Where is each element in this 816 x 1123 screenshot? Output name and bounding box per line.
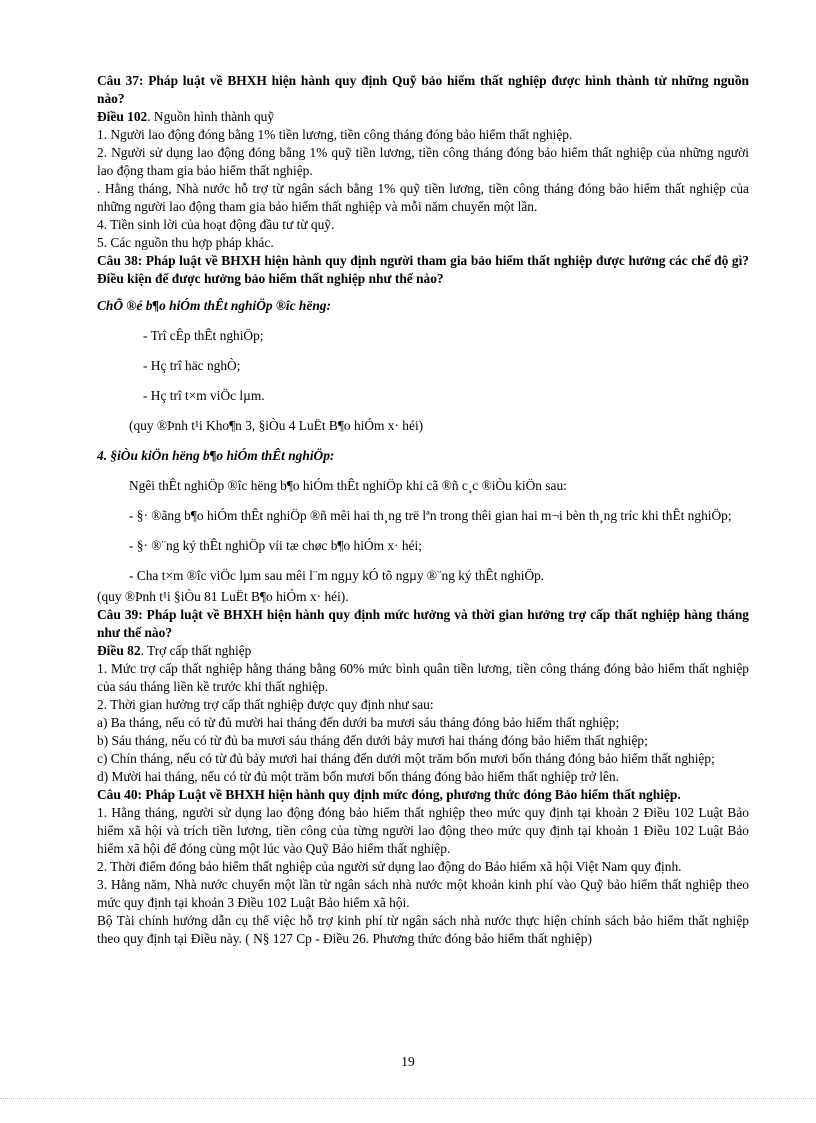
paragraph: Bộ Tài chính hướng dẫn cụ thể việc hỗ trợ kinh phí từ ngân sách nhà nước thực hiện chính sách bảo hiểm thất nghiệp theo quy định tại Điều này. ( N§ 127 Cp - Điều 26. Phương thức đóng bảo hiểm thất nghiệp): [97, 913, 749, 946]
citation: (quy ®Þnh t¹i §iÒu 81 LuËt B¶o hiÓm x· héi).: [97, 589, 349, 604]
article-102-heading: [97, 108, 749, 126]
question-37: Câu 37: Pháp luật về BHXH hiện hành quy định Quỹ bảo hiểm thất nghiệp được hình thành từ những nguồn nào?: [97, 73, 749, 106]
document-body: [97, 72, 749, 948]
conditions-heading: 4. §iÒu kiÖn hëng b¶o hiÓm thÊt nghiÖp:: [97, 448, 335, 463]
paragraph: d) Mười hai tháng, nếu có từ đủ một trăm bốn mươi bốn tháng đóng bảo hiểm thất nghiệp trở lên.: [97, 769, 620, 784]
article-label: Điều 82: [97, 643, 141, 658]
paragraph: a) Ba tháng, nếu có từ đủ mười hai tháng đến dưới ba mươi sáu tháng đóng bảo hiểm thất nghiệp;: [97, 715, 620, 730]
paragraph: . Hằng tháng, Nhà nước hỗ trợ từ ngân sách bằng 1% quỹ tiền lương, tiền công tháng đóng bảo hiểm thất nghiệp của những người lao động tham gia bảo hiểm thất nghiệp và mỗi năm chuyển một lần.: [97, 181, 749, 214]
page-bottom-divider: [0, 1098, 816, 1099]
benefit-item: - Trî cÊp thÊt nghiÖp;: [143, 328, 264, 343]
page-number: 19: [401, 1054, 415, 1069]
question-38: Câu 38: Pháp luật về BHXH hiện hành quy định người tham gia bảo hiểm thất nghiệp được hưởng các chế độ gì? Điều kiện để được hưởng bảo hiểm thất nghiệp như thế nào?: [97, 253, 749, 286]
citation: (quy ®Þnh t¹i Kho¶n 3, §iÒu 4 LuËt B¶o hiÓm x· héi): [129, 418, 424, 433]
paragraph: 2. Người sử dụng lao động đóng bằng 1% quỹ tiền lương, tiền công tháng đóng bảo hiểm thất nghiệp của những người lao động tham gia bảo hiểm thất nghiệp.: [97, 145, 749, 178]
paragraph: 5. Các nguồn thu hợp pháp khác.: [97, 235, 274, 250]
paragraph: 1. Mức trợ cấp thất nghiệp hằng tháng bằng 60% mức bình quân tiền lương, tiền công tháng đóng bảo hiểm thất nghiệp của sáu tháng liền kề trước khi thất nghiệp.: [97, 661, 749, 694]
condition-item: - §· ®ãng b¶o hiÓm thÊt nghiÖp ®ñ mêi hai th¸ng trë lªn trong thêi gian hai m¬i bèn th¸ng tríc khi thÊt nghiÖp;: [129, 508, 732, 523]
paragraph: 4. Tiền sinh lời của hoạt động đầu tư từ quỹ.: [97, 217, 335, 232]
question-39: Câu 39: Pháp luật về BHXH hiện hành quy định mức hưởng và thời gian hưởng trợ cấp thất nghiệp hàng tháng như thế nào?: [97, 607, 749, 640]
paragraph: b) Sáu tháng, nếu có từ đủ ba mươi sáu tháng đến dưới bảy mươi hai tháng đóng bảo hiểm thất nghiệp;: [97, 733, 648, 748]
paragraph: 3. Hằng năm, Nhà nước chuyển một lần từ ngân sách nhà nước một khoản kinh phí vào Quỹ bảo hiểm thất nghiệp theo mức quy định tại khoản 3 Điều 102 Luật Bảo hiểm xã hội.: [97, 877, 749, 910]
article-82-heading: [97, 642, 749, 660]
paragraph: 2. Thời điểm đóng bảo hiểm thất nghiệp của người sử dụng lao động do Bảo hiểm xã hội Việt Nam quy định.: [97, 859, 682, 874]
paragraph: 1. Người lao động đóng bằng 1% tiền lương, tiền công tháng đóng bảo hiểm thất nghiệp.: [97, 127, 573, 142]
condition-item: - §· ®¨ng ký thÊt nghiÖp víi tæ chøc b¶o hiÓm x· héi;: [129, 538, 422, 553]
paragraph: 2. Thời gian hưởng trợ cấp thất nghiệp được quy định như sau:: [97, 697, 434, 712]
benefit-item: - Hç trî t×m viÖc lµm.: [143, 388, 265, 403]
condition-item: - Cha t×m ®îc viÖc lµm sau mêi l¨m ngµy kÓ tõ ngµy ®¨ng ký thÊt nghiÖp.: [129, 568, 545, 583]
benefit-item: - Hç trî häc nghÒ;: [143, 358, 241, 373]
question-40: Câu 40: Pháp Luật về BHXH hiện hành quy định mức đóng, phương thức đóng Bảo hiểm thất nghiệp.: [97, 787, 681, 802]
article-label: Điều 102: [97, 109, 148, 124]
paragraph: c) Chín tháng, nếu có từ đủ bảy mươi hai tháng đến dưới một trăm bốn mươi bốn tháng đóng bảo hiểm thất nghiệp;: [97, 751, 715, 766]
benefits-heading: ChÕ ®é b¶o hiÓm thÊt nghiÖp ®îc hëng:: [97, 298, 331, 313]
paragraph: 1. Hằng tháng, người sử dụng lao động đóng bảo hiểm thất nghiệp theo mức quy định tại khoản 2 Điều 102 Luật Bảo hiểm xã hội và trích tiền lương, tiền công của từng người lao động theo mức quy định tại khoản 1 Điều 102 Luật Bảo hiểm xã hội để đóng cùng một lúc vào Quỹ Bảo hiểm thất nghiệp.: [97, 805, 749, 856]
article-title: . Nguồn hình thành quỹ: [147, 109, 275, 124]
article-title: . Trợ cấp thất nghiệp: [140, 643, 252, 658]
paragraph: Ngêi thÊt nghiÖp ®îc hëng b¶o hiÓm thÊt nghiÖp khi cã ®ñ c¸c ®iÒu kiÖn sau:: [129, 478, 567, 493]
